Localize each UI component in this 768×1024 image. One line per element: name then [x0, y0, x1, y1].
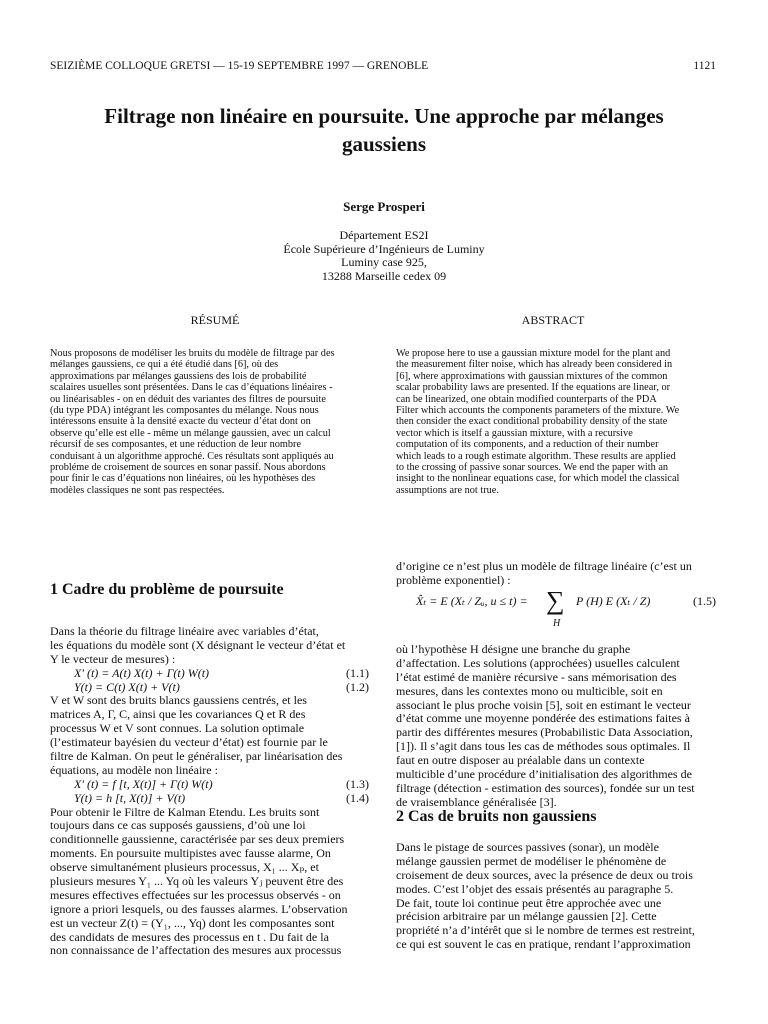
paragraph-line: où l’hypothèse H désigne une branche du graphe	[396, 643, 631, 656]
page-number: 1121	[693, 60, 716, 72]
equation-number: (1.1)	[346, 666, 369, 680]
equation-expr: X′ (t) = A(t) X(t) + Γ(t) W(t)	[74, 666, 210, 680]
paragraph-line: modes. C’est l’objet des essais présentés au paragraphe 5.	[396, 882, 674, 896]
paragraph-line: d’affectation. Les solutions (approchées) usuelles calculent	[396, 656, 680, 670]
abstract-line: insight to the nonlinear equations case, for which model the classical	[396, 473, 680, 485]
resume-line: modèles classiques ne sont pas respectées.	[50, 484, 225, 496]
paragraph-line: multicible d’une procédure d’initialisation des algorithmes de	[396, 768, 692, 782]
running-header	[50, 60, 716, 76]
equation-1-4	[50, 792, 375, 806]
abstract-line: We propose here to use a gaussian mixture model for the plant and	[396, 348, 671, 359]
paragraph-line: filtre de Kalman. On peut le généraliser, par linéarisation des	[50, 750, 343, 764]
equation-1-3	[50, 778, 375, 792]
resume-line: probléme de croisement de sources en sonar passif. Nous abordons	[50, 461, 326, 473]
equation-lhs: X̂ₜ = E (Xₜ / Zᵤ, u ≤ t) =	[416, 594, 528, 608]
equation-number: (1.5)	[693, 594, 716, 608]
paragraph-line: l’état estimé de manière récursive - sans mémorisation des	[396, 670, 677, 684]
abstract-line: the measurement filter noise, which has already been considered in	[396, 359, 673, 371]
paragraph-line: De fait, toute loi continue peut être approchée avec une	[396, 896, 662, 910]
resume-line: récursif de ses composantes, et une réduction de leur nombre	[50, 439, 302, 451]
paragraph-line: propriété n’a d’intérêt que si le nombre de termes est restreint,	[396, 924, 695, 938]
resume-line: Nous proposons de modéliser les bruits du modèle de filtrage par des	[50, 348, 335, 359]
paragraph-line: est un vecteur Z(t) = (Y₁, ..., Yq) dont les composantes sont	[50, 916, 335, 930]
equation-1-5	[396, 588, 718, 636]
paragraph-line: moments. En poursuite multipistes avec fausse alarme, On	[50, 847, 331, 861]
affiliation-line: 13288 Marseille cedex 09	[321, 268, 447, 283]
paragraph-line: mesures, dans les contextes mono ou multicible, soit en	[396, 684, 663, 698]
abstract-line: vector which is itself a gaussian mixture, with a recursive	[396, 427, 633, 439]
paragraph-line: d’état comme une moyenne pondérée des estimations faites à	[396, 712, 690, 726]
section-2-title: 2 Cas de bruits non gaussiens	[396, 808, 597, 825]
paragraph-line: (l’estimateur bayésien du vecteur d’état) est fournie par le	[50, 736, 328, 750]
abstract-line: can be linearized, one obtain modified counterparts of the PDA	[396, 393, 657, 405]
paragraph-line: associant le plus proche voisin [5], soit en estimant le vecteur	[396, 698, 691, 712]
title-line: Filtrage non linéaire en poursuite. Une approche par mélanges	[104, 104, 664, 128]
paragraph-line: partir des différentes mesures (Probabilistic Data Association,	[396, 726, 693, 740]
paragraph-line: Pour obtenir le Filtre de Kalman Etendu. Les bruits sont	[50, 805, 320, 819]
affiliation-line: Luminy case 925,	[341, 255, 427, 269]
abstract-line: which leads to a rough estimate algorithm. These results are applied	[396, 450, 676, 462]
section-1-body	[50, 625, 375, 958]
header-conference: SEIZIÈME COLLOQUE GRETSI — 15-19 SEPTEMBRE 1997 — GRENOBLE	[50, 60, 429, 72]
sum-symbol: ∑	[546, 586, 565, 615]
resume-line: (du type PDA) intégrant les composantes du mélange. Nous nous	[50, 404, 319, 416]
resume-line: conduisant à un algorithme approché. Ces résultats sont appliqués au	[50, 450, 334, 462]
paragraph-line: [1]). Il s’agit dans tous les cas de méthodes sous optimales. Il	[396, 740, 691, 754]
title-line: gaussiens	[341, 132, 427, 156]
abstract-line: Filter which accounts the components parameters of the mixture. We	[396, 404, 680, 416]
paragraph-line: conditionnelle gaussienne, caractérisée par ses deux premiers	[50, 833, 345, 847]
paper-title	[90, 102, 678, 158]
affiliation	[0, 229, 768, 283]
resume-line: approximations par mélanges gaussiens des lois de probabilité	[50, 370, 307, 382]
paragraph-line: de vraisemblance généralisée [3].	[396, 795, 557, 809]
equation-expr: Y(t) = C(t) X(t) + V(t)	[74, 680, 180, 694]
resume-line: ou linéarisables - on en déduit des variantes des filtres de poursuite	[50, 393, 326, 405]
sum-subscript: H	[553, 618, 561, 629]
paragraph-line: Y le vecteur de mesures) :	[50, 652, 176, 666]
paragraph-line: d’origine ce n’est plus un modèle de filtrage linéaire (c’est un	[396, 560, 692, 573]
abstract-line: assumptions are not true.	[396, 484, 499, 496]
paragraph-line: les équations du modèle sont (X désignant le vecteur d’état et	[50, 638, 346, 652]
right-column-intro	[396, 560, 718, 588]
paragraph-line: Dans le pistage de sources passives (sonar), un modèle	[396, 841, 659, 854]
section-2-body	[396, 841, 718, 952]
paragraph-line: précision arbitraire par un mélange gaussien [2]. Cette	[396, 910, 657, 924]
equation-number: (1.3)	[346, 777, 369, 791]
abstract-line: computation of its components, and a reduction of their number	[396, 439, 659, 451]
equation-expr: X′ (t) = f [t, X(t)] + Γ(t) W(t)	[74, 777, 213, 791]
abstract-text	[396, 348, 718, 496]
resume-heading: RÉSUMÉ	[190, 313, 240, 327]
right-column-body	[396, 643, 718, 810]
paragraph-line: non connaissance de l’affectation des mesures aux processus	[50, 944, 342, 958]
paragraph-line: des candidats de mesures des processus en t . Du fait de la	[50, 930, 329, 944]
paragraph-line: mesures effectives effectuées sur les processus observés - on	[50, 888, 341, 902]
paragraph-line: problème exponentiel) :	[396, 573, 511, 587]
abstract-line: to the crossing of passive sonar sources. We end the paper with an	[396, 461, 669, 473]
paragraph-line: matrices A, Γ, C, ainsi que les covariances Q et R des	[50, 708, 306, 722]
paragraph-line: équations, au modèle non linéaire :	[50, 763, 218, 777]
equation-rhs: P (H) E (Xₜ / Z)	[576, 594, 651, 608]
abstract-line: [6], where approximations with gaussian mixtures of the common	[396, 370, 668, 382]
abstract-heading: ABSTRACT	[521, 313, 585, 327]
section-1-title: 1 Cadre du problème de poursuite	[50, 581, 284, 598]
equation-number: (1.2)	[346, 680, 369, 694]
resume-line: pour finir le cas d’équations non linéaires, où les hypothèses des	[50, 473, 316, 485]
equation-number: (1.4)	[346, 791, 369, 805]
paragraph-line: mélange gaussien permet de modéliser le phénomène de	[396, 854, 667, 868]
author: Serge Prosperi	[343, 199, 425, 214]
paragraph-line: croisement de deux sources, avec la présence de deux ou trois	[396, 868, 693, 882]
affiliation-line: École Supérieure d’Ingénieurs de Luminy	[283, 241, 485, 256]
paragraph-line: toujours dans ce cas supposés gaussiens, d’où une loi	[50, 819, 306, 833]
abstract-line: scalar probability laws are presented. If the equations are linear, or	[396, 382, 671, 394]
affiliation-line: Département ES2I	[339, 228, 429, 242]
resume-line: scalaires usuelles sont présentées. Dans le cas d’équations linéaires -	[50, 382, 333, 394]
equation-expr: Y(t) = h [t, X(t)] + V(t)	[74, 791, 186, 805]
resume-text	[50, 348, 380, 496]
resume-line: intéressons ensuite à la densité exacte du vecteur d’état dont on	[50, 416, 311, 428]
paragraph-line: ignore a priori lesquels, ou des fausses alarmes. L’observation	[50, 902, 348, 916]
paragraph-line: V et W sont des bruits blancs gaussiens centrés, et les	[50, 694, 307, 708]
abstract-line: then consider the exact conditional probability density of the state	[396, 416, 668, 428]
equation-1-2	[50, 681, 375, 695]
paragraph-line: filtrage (détection - estimation des sources), fondée sur un test	[396, 781, 695, 795]
resume-line: mélanges gaussiens, ce qui a été étudié dans [6], où des	[50, 359, 279, 371]
resume-line: observe qu’elle est elle - même un mélange gaussien, avec un calcul	[50, 427, 331, 439]
paragraph-line: Dans la théorie du filtrage linéaire avec variables d’état,	[50, 625, 319, 638]
paragraph-line: processus W et V sont connues. La solution optimale	[50, 722, 305, 736]
paragraph-line: plusieurs mesures Y₁ ... Yq où les valeurs Yⱼ peuvent être des	[50, 875, 344, 889]
paragraph-line: observe simultanément plusieurs processus, X₁ ... Xₚ, et	[50, 861, 319, 875]
paragraph-line: ce qui est souvent le cas en pratique, rendant l’approximation	[396, 938, 691, 952]
equation-1-1	[50, 667, 375, 681]
paragraph-line: faut en outre disposer au préalable dans un contexte	[396, 754, 645, 768]
